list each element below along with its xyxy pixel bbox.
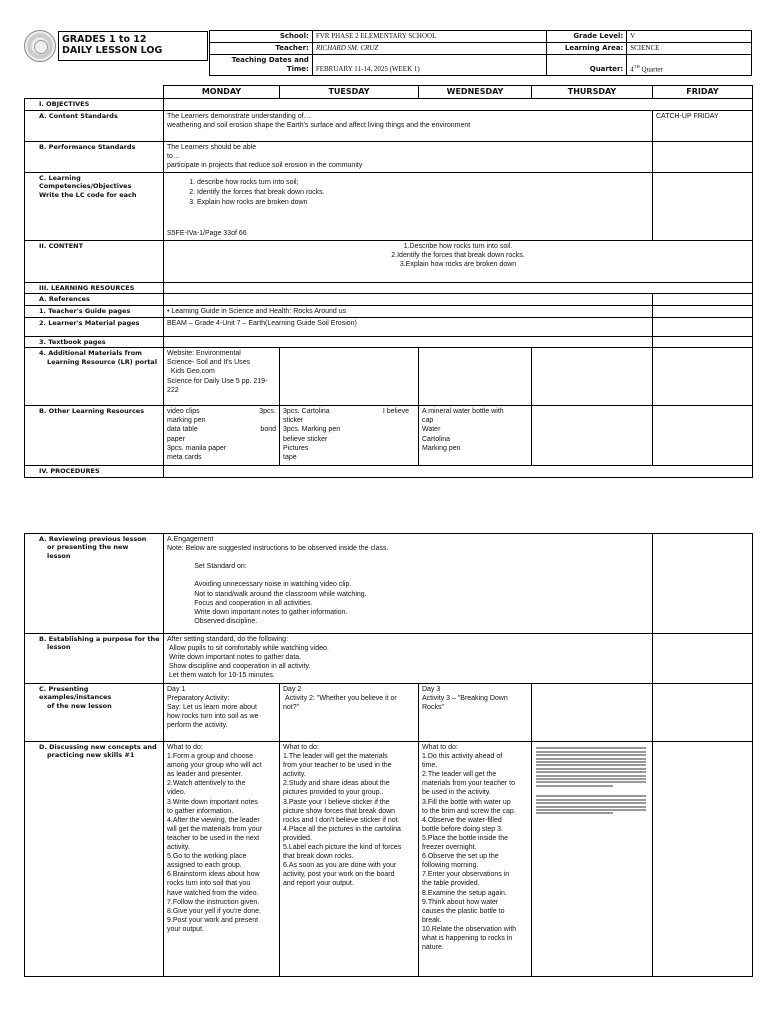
dates-value: FEBRUARY 11-14, 2025 (WEEK 1) [312,55,547,76]
header-info-table [209,30,752,76]
deped-seal-icon [24,30,56,62]
presenting-examples-label: C. Presenting examples/instances of the new lesson [25,684,164,742]
document-header [24,30,752,76]
presenting-examples-wednesday: Day 3 Activity 3 – "Breaking Down Rocks" [419,684,532,742]
lesson-log-table-part1 [24,85,753,478]
discussing-concepts-label: D. Discussing new concepts and practicing new skills #1 [25,742,164,977]
area-value: SCIENCE [627,43,752,55]
teachers-guide-cell: • Learning Guide in Science and Health: Rocks Around us [164,305,653,317]
teacher-value: RICHARD SM. CRUZ [312,43,547,55]
competencies-list: 1. describe how rocks turn into soil; 2. Identify the forces that break down rocks. 3. Explain how rocks are broken down [167,178,649,207]
presenting-examples-monday: Day 1 Preparatory Activity: Say: Let us learn more about how rocks turn into soil as we perform the activity. [164,684,280,742]
grade-value: V [627,31,752,43]
area-label: Learning Area: [547,43,627,55]
presenting-examples-tuesday: Day 2 Activity 2: "Whether you believe it or not?" [280,684,419,742]
performance-standards-label: B. Performance Standards [25,141,164,172]
references-label: A. References [25,294,164,305]
learners-material-label: 2. Learner's Material pages [25,317,164,336]
content-cell: 1.Describe how rocks turn into soil. 2.Identify the forces that break down rocks. 3.Explain how rocks are broken down [164,240,753,282]
performance-standards-cell: The Learners should be able to… participate in projects that reduce soil erosion in the community [164,141,653,172]
grade-label: Grade Level: [547,31,627,43]
reviewing-lesson-label: A. Reviewing previous lesson or presenting the new lesson [25,534,164,634]
discussing-concepts-wednesday: What to do: 1.Do this activity ahead of time. 2.The leader will get the materials from your teacher to be used in the activity. 3.Fill the bottle with water up to the brim and screw the cap. 4.Observe the water-filled bottle before doing step 3. 5.Place the bottle inside the freezer overnight. 6.Observe the set up the following morning. 7.Enter your observations in the table provided. 8.Examine the setup again. 9.Think about how water causes the plastic bottle to break. 10.Relate the observation with what is happening to rocks in nature. [419,742,532,977]
quarter-value: 4TH Quarter [627,55,752,76]
content-standards-label: A. Content Standards [25,110,164,141]
school-label: School: [210,31,313,43]
day-monday: MONDAY [164,86,280,99]
teachers-guide-label: 1. Teacher's Guide pages [25,305,164,317]
learners-material-cell: BEAM – Grade 4-Unit 7 – Earth(Learning Guide Soil Erosion) [164,317,653,336]
content-label: II. CONTENT [25,240,164,282]
other-resources-wednesday: A mineral water bottle with cap Water Cartolina Marking pen [419,406,532,466]
school-value: FVR PHASE 2 ELEMENTARY SCHOOL [312,31,547,43]
catchup-friday: CATCH-UP FRIDAY [653,110,753,141]
teacher-label: Teacher: [210,43,313,55]
day-friday: FRIDAY [653,86,753,99]
content-standards-cell: The Learners demonstrate understanding of… weathering and soil erosion shape the Earth's surface and affect living things and the environment [164,110,653,141]
quarter-label: Quarter: [547,55,627,76]
day-thursday: THURSDAY [532,86,653,99]
discussing-concepts-tuesday: What to do: 1.The leader will get the materials from your teacher to be used in the activity. 2.Study and share ideas about the pictures provided to your group.. 3.Paste your I believe sticker if the picture show forces that break down rocks and I don't believe sticker if not. 4.Place all the pictures in the cartolina provided. 5.Label each picture the kind of forces that break down rocks. 6.As soon as you are done with your activity, post your work on the board and report your output. [280,742,419,977]
reviewing-lesson-cell: A.Engagement Note: Below are suggested instructions to be observed inside the class. Set Standard on: Avoiding unnecessary noise in watching video clip. Not to stand/walk around the classroom while watching. Focus and cooperation in all activities. Write down important notes to gather information. Observed discipline. [164,534,653,634]
textbook-label: 3. Textbook pages [25,336,164,347]
establishing-purpose-label: B. Establishing a purpose for the lesson [25,634,164,684]
lc-code: S5FE-IVa-1/Page 33of 66 [167,230,247,238]
day-wednesday: WEDNESDAY [419,86,532,99]
other-resources-tuesday: 3pcs. Cartolina I believe sticker 3pcs. Marking pen believe sticker Pictures tape [280,406,419,466]
additional-materials-monday: Website: Environmental Science- Soil and It's Uses Kids Geo.com Science for Daily Use 5 pp. 219- 222 [164,348,280,406]
day-header-row [25,86,753,99]
objectives-label: I. OBJECTIVES [25,99,164,110]
other-resources-label: B. Other Learning Resources [25,406,164,466]
establishing-purpose-cell: After setting standard, do the following: Allow pupils to sit comfortably while watching video. Write down important notes to gather data. Show discipline and cooperation in all activity. Let them watch for 10-15 minutes. [164,634,653,684]
log-title: GRADES 1 to 12 DAILY LESSON LOG [58,31,208,61]
competencies-cell [164,172,653,240]
other-resources-monday: video clips 3pcs. marking pen data table bond paper 3pcs. manila paper meta cards [164,406,280,466]
dates-label: Teaching Dates and Time: [210,55,313,76]
day-tuesday: TUESDAY [280,86,419,99]
competencies-label: C. Learning Competencies/Objectives Write the LC code for each [25,172,164,240]
background-text-image [535,745,647,833]
learning-resources-label: III. LEARNING RESOURCES [25,282,164,293]
procedures-label: IV. PROCEDURES [25,466,164,477]
additional-materials-label: 4. Additional Materials from Learning Resource (LR) portal [25,348,164,406]
discussing-concepts-monday: What to do: 1.Form a group and choose among your group who will act as leader and presenter. 2.Watch attentively to the video. 3.Write down important notes to gather information. 4.After the viewing, the leader will get the materials from your teacher to be used in the next activity. 5.Go to the working place assigned to each group. 6.Brainstorm ideas about how rocks turn into soil that you have watched from the video. 7.Follow the instruction given. 8.Give your yell if you're done. 9.Post your work and present your output. [164,742,280,977]
